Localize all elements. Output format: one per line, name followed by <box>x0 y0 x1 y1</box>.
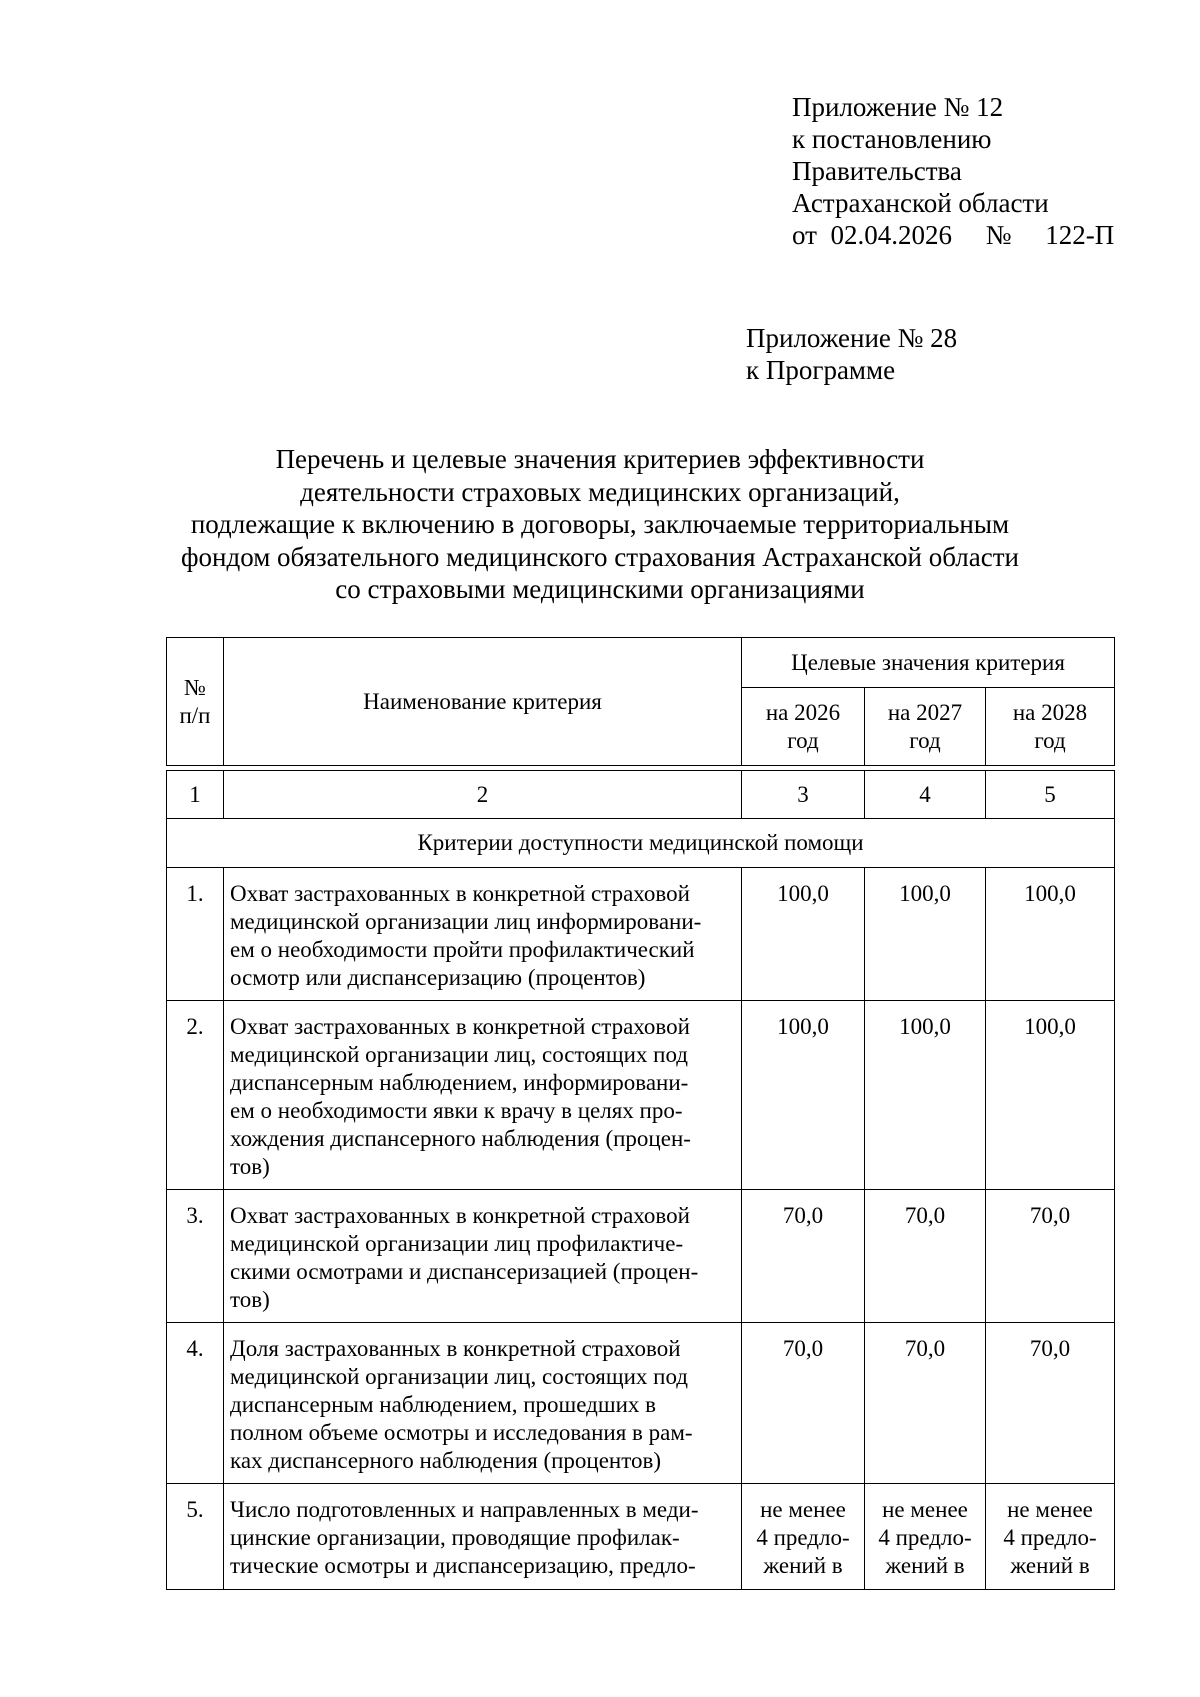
header-year-2028 <box>986 688 1115 766</box>
criterion-line: медицинской организации лиц профилактиче- <box>230 1231 684 1256</box>
value-line: жений в <box>1010 1553 1090 1578</box>
header-year-2026 <box>742 688 865 766</box>
title-line: подлежащие к включению в договоры, заключаемые территориальным <box>190 509 1010 539</box>
table-row <box>167 868 1115 1001</box>
header-year-line: на 2027 <box>887 699 963 725</box>
column-number: 5 <box>986 771 1115 819</box>
criterion-text <box>224 1484 742 1590</box>
row-number: 5. <box>167 1484 224 1590</box>
criterion-line: Число подготовленных и направленных в меди- <box>230 1497 699 1522</box>
column-number-row <box>167 771 1115 819</box>
appendix-12-line: от 02.04.2026 № 122-П <box>792 220 1115 250</box>
column-number: 2 <box>224 771 742 819</box>
section-heading: Критерии доступности медицинской помощи <box>167 819 1115 868</box>
value-2027: 70,0 <box>865 1190 986 1323</box>
header-num <box>167 638 224 766</box>
column-number: 3 <box>742 771 865 819</box>
value-2026 <box>742 1484 865 1590</box>
criterion-line: медицинской организации лиц информировани- <box>230 909 702 934</box>
criterion-line: медицинской организации лиц, состоящих под <box>230 1042 688 1067</box>
row-number: 1. <box>167 868 224 1001</box>
header-name: Наименование критерия <box>224 638 742 766</box>
section-row <box>167 819 1115 868</box>
criterion-line: ках диспансерного наблюдения (процентов) <box>230 1448 662 1473</box>
row-number: 2. <box>167 1001 224 1190</box>
criterion-line: осмотр или диспансеризацию (процентов) <box>230 965 646 990</box>
criterion-line: Доля застрахованных в конкретной страховой <box>230 1336 681 1361</box>
header-num-line: № <box>184 674 206 700</box>
value-2028: 100,0 <box>986 1001 1115 1190</box>
appendix-28-line: к Программе <box>746 355 896 385</box>
appendix-12-line: Астраханской области <box>792 188 1049 218</box>
criterion-line: тические осмотры и диспансеризацию, предло- <box>230 1553 696 1578</box>
document-title <box>150 443 1050 606</box>
value-2028: 70,0 <box>986 1323 1115 1484</box>
header-year-line: год <box>1034 727 1066 753</box>
criterion-line: медицинской организации лиц, состоящих под <box>230 1364 688 1389</box>
criterion-line: скими осмотрами и диспансеризацией (процен- <box>230 1259 699 1284</box>
value-line: не менее <box>760 1497 846 1522</box>
value-2028: 70,0 <box>986 1190 1115 1323</box>
table-row <box>167 1001 1115 1190</box>
criterion-text <box>224 1001 742 1190</box>
appendix-12-line: Приложение № 12 <box>792 92 1004 122</box>
row-number: 3. <box>167 1190 224 1323</box>
appendix-28-block <box>746 322 957 386</box>
header-year-line: год <box>909 727 941 753</box>
criterion-line: Охват застрахованных в конкретной страховой <box>230 1203 690 1228</box>
criterion-line: диспансерным наблюдением, информировани- <box>230 1070 689 1095</box>
value-line: не менее <box>882 1497 968 1522</box>
value-2026: 70,0 <box>742 1323 865 1484</box>
criteria-table <box>166 637 1115 1590</box>
value-line: жений в <box>763 1553 843 1578</box>
header-year-2027 <box>865 688 986 766</box>
header-year-line: на 2028 <box>1012 699 1088 725</box>
column-number: 4 <box>865 771 986 819</box>
value-2027 <box>865 1484 986 1590</box>
column-number: 1 <box>167 771 224 819</box>
title-line: со страховыми медицинскими организациями <box>335 574 865 604</box>
value-2026: 100,0 <box>742 1001 865 1190</box>
header-year-line: на 2026 <box>765 699 841 725</box>
appendix-12-line: к постановлению <box>792 124 992 154</box>
criterion-line: полном объеме осмотры и исследования в рам- <box>230 1420 693 1445</box>
header-year-line: год <box>787 727 819 753</box>
value-line: 4 предло- <box>756 1525 850 1550</box>
criterion-line: хождения диспансерного наблюдения (процен- <box>230 1126 691 1151</box>
header-row <box>167 638 1115 688</box>
criterion-text <box>224 868 742 1001</box>
value-2028: 100,0 <box>986 868 1115 1001</box>
value-2026: 100,0 <box>742 868 865 1001</box>
criterion-line: ем о необходимости пройти профилактический <box>230 937 695 962</box>
appendix-28-line: Приложение № 28 <box>746 323 958 353</box>
appendix-12-line: Правительства <box>792 156 962 186</box>
criterion-line: Охват застрахованных в конкретной страховой <box>230 881 690 906</box>
title-line: Перечень и целевые значения критериев эффективности <box>275 444 925 474</box>
title-line: фондом обязательного медицинского страхования Астраханской области <box>181 541 1019 572</box>
value-2027: 70,0 <box>865 1323 986 1484</box>
value-2027: 100,0 <box>865 1001 986 1190</box>
value-line: 4 предло- <box>1003 1525 1097 1550</box>
value-2026: 70,0 <box>742 1190 865 1323</box>
criterion-line: тов) <box>230 1287 270 1312</box>
row-number: 4. <box>167 1323 224 1484</box>
value-line: 4 предло- <box>878 1525 972 1550</box>
table-row <box>167 1323 1115 1484</box>
criterion-line: Охват застрахованных в конкретной страховой <box>230 1014 690 1039</box>
criterion-text <box>224 1323 742 1484</box>
title-line: деятельности страховых медицинских организаций, <box>300 476 900 507</box>
criterion-line: диспансерным наблюдением, прошедших в <box>230 1392 656 1417</box>
header-num-line: п/п <box>179 702 211 728</box>
table-row <box>167 1190 1115 1323</box>
value-2027: 100,0 <box>865 868 986 1001</box>
value-line: жений в <box>885 1553 965 1578</box>
table-row <box>167 1484 1115 1590</box>
header-target-group: Целевые значения критерия <box>742 638 1115 688</box>
value-line: не менее <box>1007 1497 1093 1522</box>
criterion-line: тов) <box>230 1154 270 1179</box>
appendix-12-block <box>792 91 1114 251</box>
criterion-line: ем о необходимости явки к врачу в целях про- <box>230 1098 683 1123</box>
value-2028 <box>986 1484 1115 1590</box>
criterion-line: цинские организации, проводящие профилак- <box>230 1525 680 1550</box>
criterion-text <box>224 1190 742 1323</box>
